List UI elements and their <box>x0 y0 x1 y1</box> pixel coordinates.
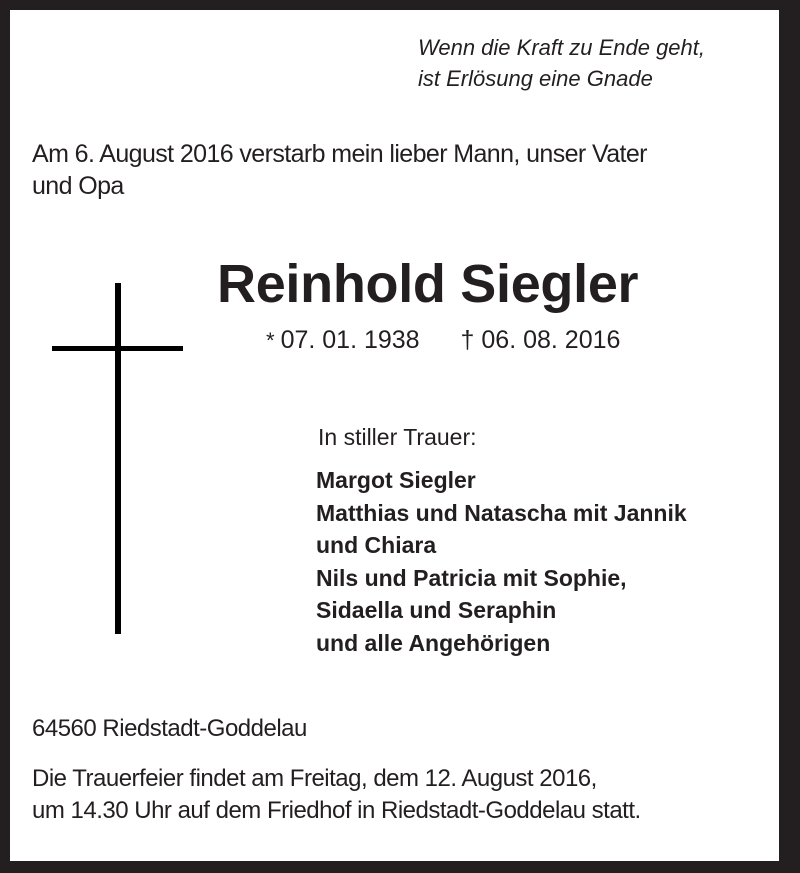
death-announcement <box>32 138 772 202</box>
mourner-line: Margot Siegler <box>316 467 476 493</box>
cross-icon-vertical <box>115 283 121 634</box>
funeral-info <box>32 763 641 827</box>
mourner-line: Nils und Patricia mit Sophie, <box>316 564 627 591</box>
cross-icon-horizontal <box>52 346 183 351</box>
funeral-line: um 14.30 Uhr auf dem Friedhof in Riedstadt-Goddelau statt. <box>32 797 641 824</box>
mourner-line: und Chiara <box>316 532 437 558</box>
deceased-name: Reinhold Siegler <box>217 254 639 314</box>
mourner-line: und alle Angehörigen <box>316 629 551 656</box>
life-dates <box>266 324 620 357</box>
announcement-line: und Opa <box>32 172 124 200</box>
motto-line: ist Erlösung eine Gnade <box>418 66 653 91</box>
mourner-line: Sidaella und Seraphin <box>316 597 557 623</box>
motto-quote <box>418 32 705 94</box>
mourning-label: In stiller Trauer: <box>318 424 477 450</box>
mourner-line: Matthias und Natascha mit Jannik <box>316 499 687 526</box>
motto-line: Wenn die Kraft zu Ende geht, <box>418 35 705 60</box>
obituary-notice <box>10 10 779 861</box>
death-date: 06. 08. 2016 <box>481 326 621 354</box>
birth-star-icon: * <box>266 328 275 353</box>
funeral-line: Die Trauerfeier findet am Freitag, dem 12. August 2016, <box>32 765 597 792</box>
death-dagger-icon: † <box>460 326 475 354</box>
birth-date: 07. 01. 1938 <box>280 326 420 354</box>
address: 64560 Riedstadt-Goddelau <box>32 715 307 742</box>
announcement-line: Am 6. August 2016 verstarb mein lieber Mann, unser Vater <box>32 140 647 168</box>
mourners-list <box>316 464 687 659</box>
